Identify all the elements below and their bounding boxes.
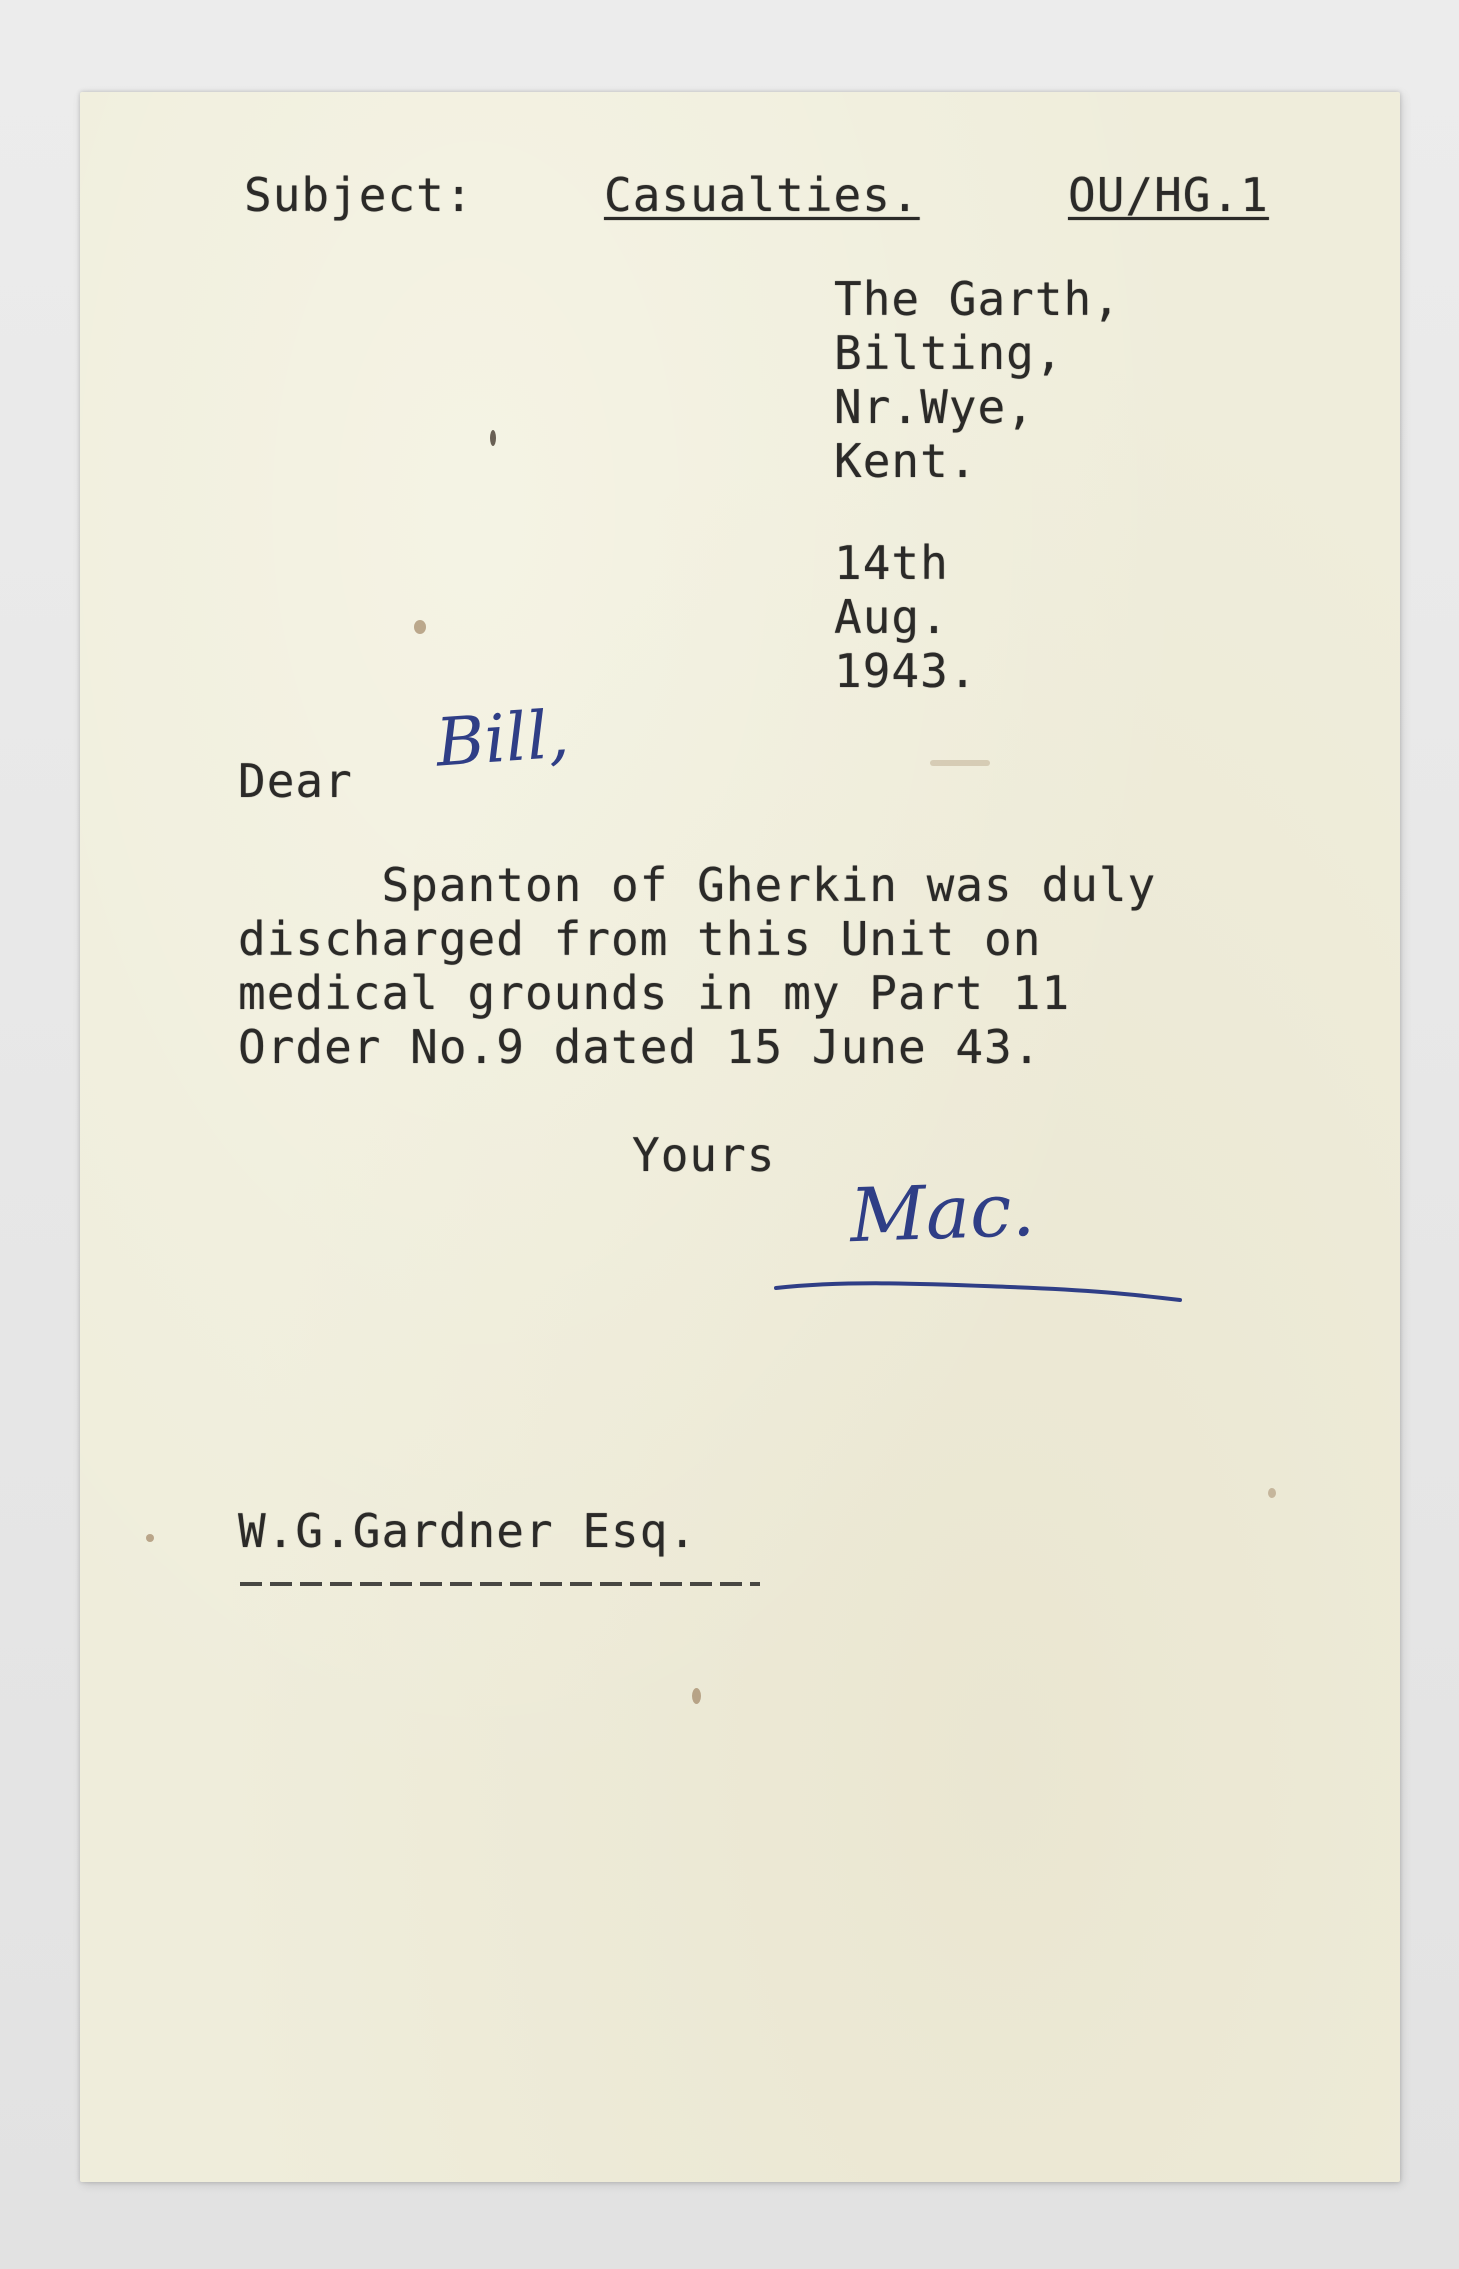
paper-spot	[930, 760, 990, 766]
salutation: Dear	[238, 754, 353, 808]
body-line: discharged from this Unit on	[238, 912, 1042, 966]
address-line: Nr.Wye,	[834, 380, 1035, 434]
paper-spot	[692, 1688, 701, 1704]
recipient-name: W.G.Gardner Esq.	[238, 1504, 698, 1558]
address-line: Kent.	[834, 434, 978, 488]
body-line: medical grounds in my Part 11	[238, 966, 1071, 1020]
body-line: Spanton of Gherkin was duly	[238, 858, 1157, 912]
paper-spot	[1268, 1488, 1276, 1498]
closing: Yours	[632, 1128, 776, 1182]
date-day: 14th	[834, 536, 949, 590]
subject-label: Subject:	[244, 168, 474, 222]
signature-underline	[770, 1270, 1190, 1310]
paper-spot	[490, 430, 496, 446]
date-month: Aug.	[834, 590, 949, 644]
signature: Mac.	[848, 1166, 1037, 1260]
handwritten-recipient-name: Bill,	[433, 695, 572, 782]
subject-value: Casualties.	[604, 168, 920, 222]
date-year: 1943.	[834, 644, 978, 698]
body-line: Order No.9 dated 15 June 43.	[238, 1020, 1042, 1074]
address-line: The Garth,	[834, 272, 1121, 326]
paper-spot	[146, 1534, 154, 1542]
paper-spot	[414, 620, 426, 634]
recipient-dashed-underline	[240, 1582, 760, 1586]
address-line: Bilting,	[834, 326, 1064, 380]
reference-code: OU/HG.1	[1068, 168, 1269, 222]
